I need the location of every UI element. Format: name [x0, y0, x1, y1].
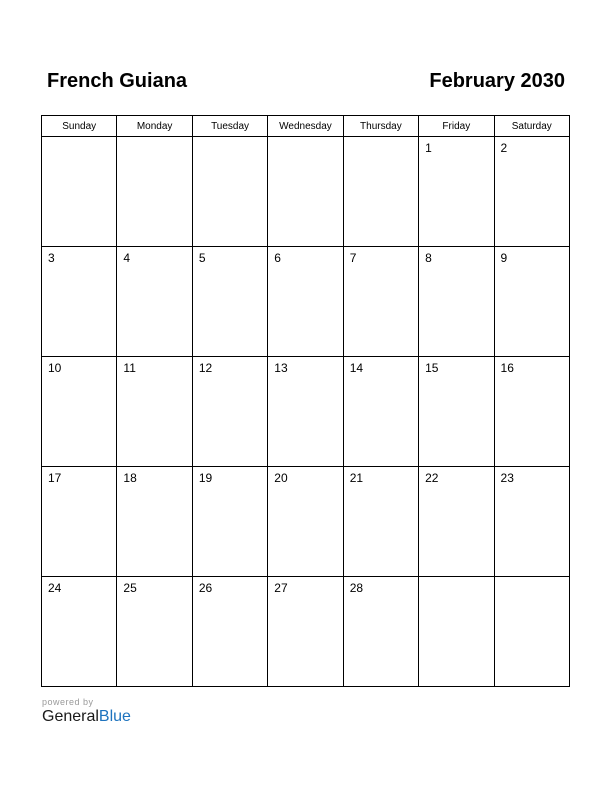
day-cell — [268, 577, 343, 687]
weekday-tuesday: Tuesday — [192, 116, 267, 137]
day-cell — [42, 577, 117, 687]
branding-footer — [42, 697, 131, 726]
day-cell — [268, 247, 343, 357]
day-cell — [192, 247, 267, 357]
day-number — [419, 577, 493, 581]
powered-by-label: powered by — [42, 697, 94, 707]
brand-general-text: General — [42, 708, 99, 725]
day-cell — [117, 577, 192, 687]
day-cell — [117, 247, 192, 357]
weekday-wednesday: Wednesday — [268, 116, 343, 137]
day-cell — [343, 577, 418, 687]
day-cell — [42, 137, 117, 247]
week-row — [42, 137, 570, 247]
day-cell — [117, 357, 192, 467]
weekday-sunday: Sunday — [42, 116, 117, 137]
day-cell — [494, 137, 569, 247]
day-number: 8 — [425, 251, 432, 265]
day-cell — [268, 137, 343, 247]
day-number: 4 — [123, 251, 131, 265]
day-number: 12 — [198, 361, 213, 375]
day-cell — [42, 467, 117, 577]
day-number — [42, 137, 116, 141]
day-number: 2 — [500, 141, 508, 155]
day-number: 13 — [274, 361, 288, 375]
day-number: 14 — [349, 361, 364, 375]
day-cell — [343, 357, 418, 467]
day-cell — [268, 467, 343, 577]
day-number: 26 — [198, 581, 213, 595]
day-number: 15 — [425, 361, 439, 375]
day-number — [117, 137, 191, 141]
day-cell — [117, 467, 192, 577]
day-cell — [343, 137, 418, 247]
day-cell — [494, 467, 569, 577]
day-number: 19 — [198, 471, 213, 485]
day-cell — [419, 357, 494, 467]
day-cell — [494, 247, 569, 357]
day-cell — [494, 357, 569, 467]
day-cell — [192, 357, 267, 467]
day-cell — [192, 467, 267, 577]
weekday-header-row — [42, 116, 570, 137]
day-number: 5 — [198, 251, 206, 265]
day-cell — [268, 357, 343, 467]
day-cell — [42, 247, 117, 357]
day-number: 1 — [425, 141, 432, 155]
day-number — [193, 137, 267, 141]
day-number: 22 — [425, 471, 439, 485]
day-cell — [192, 137, 267, 247]
day-cell — [42, 357, 117, 467]
day-number: 10 — [48, 361, 62, 375]
day-number: 21 — [349, 471, 364, 485]
day-number: 9 — [500, 251, 508, 265]
day-number — [495, 577, 569, 581]
day-cell — [419, 467, 494, 577]
generalblue-logo[interactable] — [42, 708, 131, 726]
day-cell — [343, 467, 418, 577]
week-row — [42, 577, 570, 687]
week-row — [42, 467, 570, 577]
month-year-title: February 2030 — [429, 70, 565, 92]
day-number: 25 — [123, 581, 137, 595]
day-cell — [494, 577, 569, 687]
day-number: 20 — [274, 471, 288, 485]
day-cell — [419, 137, 494, 247]
day-number: 3 — [48, 251, 55, 265]
day-number: 16 — [500, 361, 514, 375]
weekday-monday: Monday — [117, 116, 192, 137]
day-number: 17 — [48, 471, 62, 485]
day-number: 24 — [48, 581, 62, 595]
day-number: 18 — [123, 471, 137, 485]
day-cell — [343, 247, 418, 357]
day-number: 28 — [349, 581, 364, 595]
week-row — [42, 247, 570, 357]
weekday-saturday: Saturday — [494, 116, 569, 137]
week-row — [42, 357, 570, 467]
country-title: French Guiana — [47, 70, 188, 92]
day-number: 6 — [274, 251, 281, 265]
day-number: 7 — [349, 251, 357, 265]
day-cell — [192, 577, 267, 687]
day-number: 27 — [274, 581, 288, 595]
calendar-grid — [41, 115, 570, 687]
day-number — [344, 137, 418, 141]
day-number: 11 — [123, 361, 136, 375]
day-cell — [419, 247, 494, 357]
day-cell — [117, 137, 192, 247]
day-number: 23 — [500, 471, 514, 485]
brand-blue-text: Blue — [98, 708, 131, 725]
calendar-header — [47, 70, 565, 100]
day-cell — [419, 577, 494, 687]
day-number — [268, 137, 342, 141]
weekday-thursday: Thursday — [343, 116, 418, 137]
weekday-friday: Friday — [419, 116, 494, 137]
